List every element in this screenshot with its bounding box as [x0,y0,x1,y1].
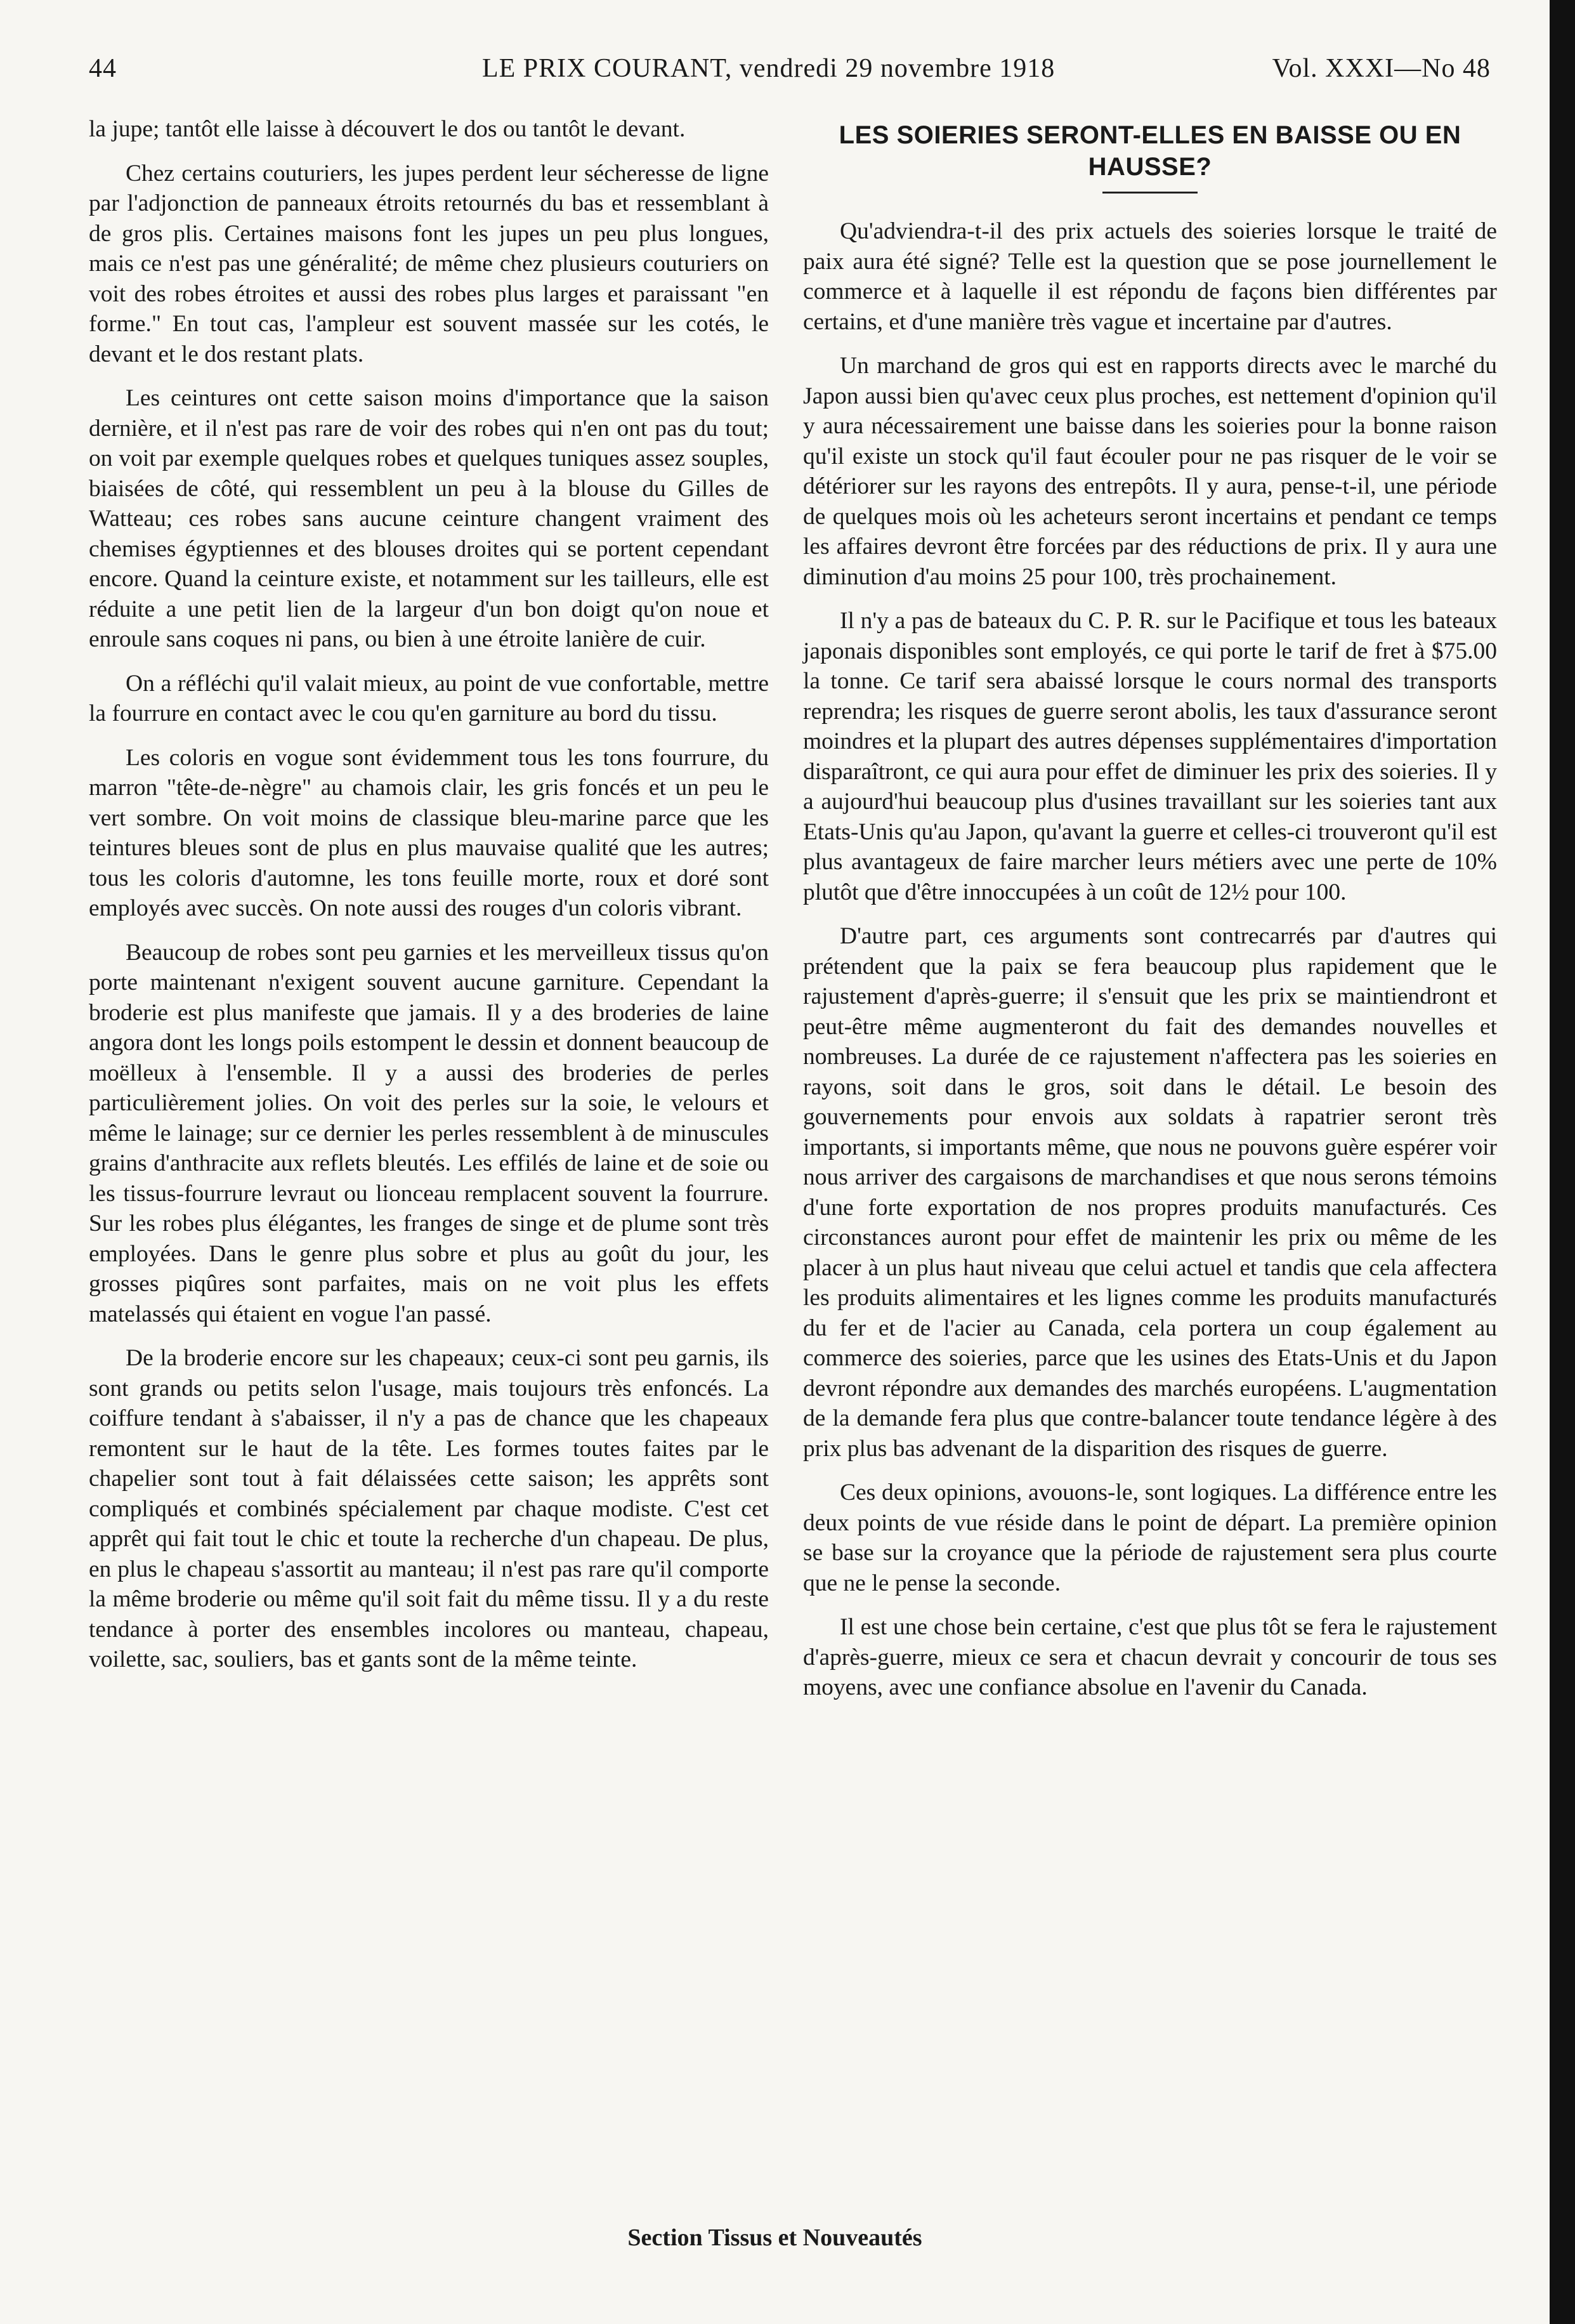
paragraph: Il n'y a pas de bateaux du C. P. R. sur le Pacifique et tous les bateaux japonais disponibles sont employés, ce qui porte le tarif de fret à $75.00 la tonne. Ce tarif sera abaissé lorsque le cours normal des transports reprendra; les risques de guerre seront abolis, les taux d'assurance seront moindres et la plupart des autres dépenses supplémentaires d'importation disparaîtront, ce qui aura pour effet de diminuer les prix des soieries. Il y a aujourd'hui beaucoup plus d'usines travaillant sur les soieries tant aux Etats-Unis qu'au Japon, qu'avant la guerre et celles-ci trouveront qu'il est plus avantageux de faire marcher leurs métiers avec une perte de 10% plutôt que d'être innoccupées à un coût de 12½ pour 100. [803,608,1497,905]
paragraph: Un marchand de gros qui est en rapports directs avec le marché du Japon aussi bien qu'avec ceux plus proches, est nettement d'opinion qu'il y aura nécessairement une baisse dans les soieries pour la bonne raison qu'il existe un stock qu'il faut écouler pour ne pas risquer de le voir se détériorer sur les rayons des entrepôts. Il y aura, pense-t-il, une période de quelques mois où les acheteurs seront incertains et pendant ce temps les affaires devront être forcées par des réductions de prix. Il y aura une diminution d'au moins 25 pour 100, très prochainement. [803,353,1497,590]
paragraph: De la broderie encore sur les chapeaux; ceux-ci sont peu garnis, ils sont grands ou petits selon l'usage, mais toujours très enfoncés. La coiffure tendant à s'abaisser, il n'y a pas de chance que les chapeaux remontent sur le haut de la tête. Les formes toutes faites par le chapelier sont tout à fait délaissées cette saison; les apprêts sont compliqués et combinés spécialement par chaque modiste. C'est cet apprêt qui fait tout le chic et toute la recherche d'un chapeau. De plus, en plus le chapeau s'assortit au manteau; il n'est pas rare qu'il comporte la même broderie ou même qu'il soit fait du même tissu. Il y a du reste tendance à porter des ensembles incolores ou manteau, chapeau, voilette, sac, souliers, bas et gants sont de la même teinte. [89,1345,769,1672]
page-header [89,49,1491,100]
headline-divider [1102,192,1198,194]
volume-number: Vol. XXXI—No 48 [1272,54,1491,83]
section-footer: Section Tissus et Nouveautés [627,2224,922,2251]
publication-title: LE PRIX COURANT, vendredi 29 novembre 1918 [482,54,1055,83]
page-number: 44 [89,54,117,83]
paragraph: Les coloris en vogue sont évidemment tous les tons fourrure, du marron "tête-de-nègre" au chamois clair, les gris foncés et un peu le vert sombre. On voit moins de classique bleu-marine parce que les teintures bleues sont de plus en plus mauvaise qualité que les autres; tous les coloris d'automne, les tons feuille morte, roux et doré sont employés avec succès. On note aussi des rouges d'un coloris vibrant. [89,744,769,921]
right-column [803,114,1497,1717]
paragraph: Chez certains couturiers, les jupes perdent leur sécheresse de ligne par l'adjonction de panneaux étroits retournés du bas et ressemblant à de gros plis. Certaines maisons font les jupes un peu plus longues, mais ce n'est pas une généralité; de même chez plusieurs couturiers on voit des robes étroites et aussi des robes plus larges et paraissant "en forme." En tout cas, l'ampleur est souvent massée sur les cotés, le devant et le dos restant plats. [89,160,769,367]
paragraph: On a réfléchi qu'il valait mieux, au point de vue confortable, mettre la fourrure en contact avec le cou qu'en garniture au bord du tissu. [89,670,769,726]
page-edge-shadow [1550,0,1575,2324]
paragraph: Qu'adviendra-t-il des prix actuels des soieries lorsque le traité de paix aura été signé? Telle est la question que se pose journellement le commerce et à laquelle il est répondu de façons bien différentes par certains, et d'une manière très vague et incertaine par d'autres. [803,218,1497,335]
paragraph: la jupe; tantôt elle laisse à découvert le dos ou tantôt le devant. [89,116,686,142]
paragraph: Il est une chose bein certaine, c'est que plus tôt se fera le rajustement d'après-guerre, mieux ce sera et chacun devrait y concourir de tous ses moyens, avec une confiance absolue en l'avenir du Canada. [803,1614,1497,1700]
left-column [89,114,769,1689]
paragraph: Ces deux opinions, avouons-le, sont logiques. La différence entre les deux points de vue réside dans le point de départ. La première opinion se base sur la croyance que la période de rajustement sera plus courte que ne le pense la seconde. [803,1480,1497,1596]
paragraph: D'autre part, ces arguments sont contrecarrés par d'autres qui prétendent que la paix se fera beaucoup plus rapidement que le rajustement d'après-guerre; il s'ensuit que les prix se maintiendront et peut-être même augmenteront du fait des demandes nouvelles et nombreuses. La durée de ce rajustement n'affectera pas les soieries en rayons, soit dans le gros, soit dans le détail. Le besoin des gouvernements pour envois aux soldats à rapatrier seront très importants, si importants même, que nous ne pouvons guère espérer voir nous arriver des cargaisons de marchandises et que nous serons témoins d'une forte exportation de nos propres produits manufacturés. Ces circonstances auront pour effet de maintenir les prix ou même de les placer à un plus haut niveau que celui actuel et tandis que cela affectera les produits alimentaires et les lignes comme les produits manufacturés du fer et de l'acier au Canada, cela portera un coup également au commerce des soieries, parce que les usines des Etats-Unis et du Japon devront répondre aux demandes des marchés européens. L'augmentation de la demande fera plus que contre-balancer toute tendance légère à des prix plus bas advenant de la disparition des risques de guerre. [803,923,1497,1462]
article-headline: LES SOIERIES SERONT-ELLES EN BAISSE OU EN HAUSSE? [839,121,1461,181]
paragraph: Les ceintures ont cette saison moins d'importance que la saison dernière, et il n'est pas rare de voir des robes qui n'en ont pas du tout; on voit par exemple quelques robes et quelques tuniques assez souples, biaisées de côté, qui ressemblent un peu à la blouse du Gilles de Watteau; ces robes sans aucune ceinture changent vraiment des chemises égyptiennes et des blouses droites qui se portent cependant encore. Quand la ceinture existe, et notamment sur les tailleurs, elle est réduite a une petit lien de la largeur d'un bon doigt qu'on noue et enroule sans coques ni pans, ou bien à une étroite lanière de cuir. [89,385,769,652]
paragraph: Beaucoup de robes sont peu garnies et les merveilleux tissus qu'on porte maintenant n'exigent souvent aucune garniture. Cependant la broderie est plus manifeste que jamais. Il y a des broderies de laine angora dont les longs poils estompent le dessin et donnent beaucoup de moëlleux à l'ensemble. Il y a aussi des broderies de perles particulièrement jolies. On voit des perles sur la soie, le velours et même le lainage; sur ce dernier les perles ressemblent à de minuscules grains d'anthracite aux reflets bleutés. Les effilés de laine et de soie ou les tissus-fourrure levraut ou lionceau remplacent souvent la fourrure. Sur les robes plus élégantes, les franges de singe et de plume sont très employées. Dans le genre plus sobre et plus au goût du jour, les grosses piqûres sont parfaites, mais on ne voit plus les effets matelassés qui étaient en vogue l'an passé. [89,939,769,1327]
